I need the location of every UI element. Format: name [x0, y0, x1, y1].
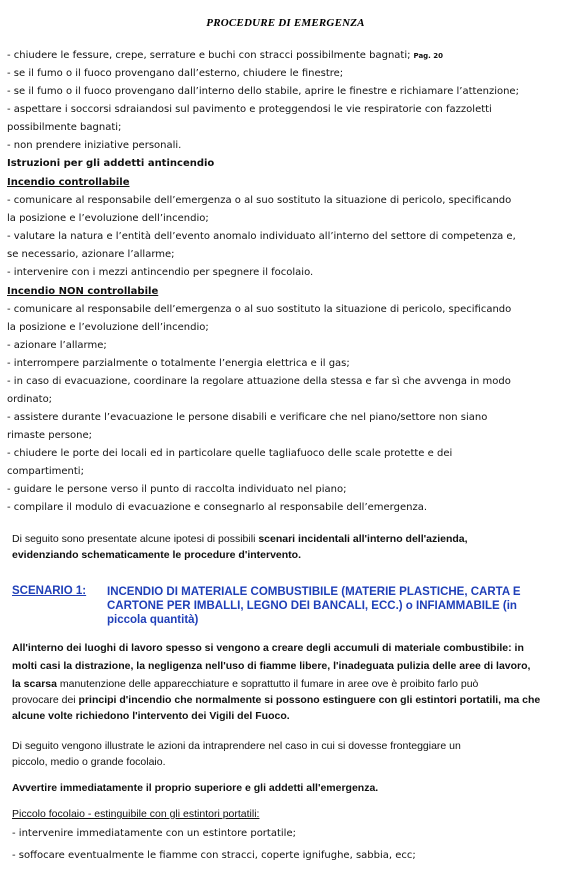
section-heading-istruzioni: Istruzioni per gli addetti antincendio: [7, 158, 215, 169]
list-item: - intervenire immediatamente con un estintore portatile;: [12, 828, 296, 839]
list-item-continuation: la posizione e l’evoluzione dell’incendio;: [7, 322, 209, 333]
page-header-title: PROCEDURE DI EMERGENZA: [206, 17, 365, 29]
paragraph-line: alcune volte richiedono l'intervento dei Vigili del Fuoco.: [12, 710, 290, 722]
paragraph-emphasis: la scarsa: [12, 678, 57, 690]
list-item: - aspettare i soccorsi sdraiandosi sul pavimento e proteggendosi le vie respiratorie con fazzoletti: [7, 104, 492, 115]
intro-line-1: [12, 533, 468, 546]
warning-line: Avvertire immediatamente il proprio superiore e gli addetti all'emergenza.: [12, 782, 379, 794]
list-item: - non prendere iniziative personali.: [7, 140, 182, 151]
paragraph-text: manutenzione delle apparecchiature e soprattutto il fumare in aree ove è proibito farlo può: [56, 678, 479, 690]
intro-line-2: evidenziando schematicamente le procedure d'intervento.: [12, 549, 301, 561]
paragraph-text: provocare dei: [12, 694, 79, 706]
list-item: - in caso di evacuazione, coordinare la regolare attuazione della stessa e far sì che avvenga in modo: [7, 376, 511, 387]
paragraph-line: [12, 694, 540, 707]
list-item: - se il fumo o il fuoco provengano dall’esterno, chiudere le finestre;: [7, 68, 344, 79]
list-item: - se il fumo o il fuoco provengano dall’interno dello stabile, aprire le finestre e richiamare l’attenzione;: [7, 86, 519, 97]
subheading-incendio-controllabile: Incendio controllabile: [7, 177, 130, 188]
page-number: Pag. 20: [413, 52, 444, 60]
list-item: - guidare le persone verso il punto di raccolta individuato nel piano;: [7, 484, 347, 495]
list-item: - comunicare al responsabile dell’emergenza o al suo sostituto la situazione di pericolo, specificando: [7, 304, 512, 315]
intro-emphasis: scenari incidentali all'interno dell'azienda,: [258, 533, 468, 545]
list-item-continuation: la posizione e l’evoluzione dell’incendio;: [7, 213, 209, 224]
scenario-title-line: CARTONE PER IMBALLI, LEGNO DEI BANCALI, ECC.) o INFIAMMABILE (in: [107, 600, 517, 612]
list-item-continuation: se necessario, azionare l’allarme;: [7, 249, 175, 260]
list-item: - assistere durante l’evacuazione le persone disabili e verificare che nel piano/settore non siano: [7, 412, 488, 423]
list-item: - interrompere parzialmente o totalmente l’energia elettrica e il gas;: [7, 358, 350, 369]
scenario-title-line: piccola quantità): [107, 614, 199, 626]
list-item: - soffocare eventualmente le fiamme con stracci, coperte ignifughe, sabbia, ecc;: [12, 850, 416, 861]
list-item-continuation: rimaste persone;: [7, 430, 93, 441]
scenario-label: SCENARIO 1:: [12, 585, 87, 597]
paragraph-line: All'interno dei luoghi di lavoro spesso si vengono a creare degli accumuli di materiale combustibile: in: [12, 642, 524, 654]
paragraph-line: [12, 678, 478, 691]
paragraph-line: Di seguito vengono illustrate le azioni da intraprendere nel caso in cui si dovesse fronteggiare un: [12, 740, 461, 752]
paragraph-line: piccolo, medio o grande focolaio.: [12, 756, 166, 768]
list-item-continuation: compartimenti;: [7, 466, 84, 477]
list-item: - compilare il modulo di evacuazione e consegnarlo al responsabile dell’emergenza.: [7, 502, 428, 513]
paragraph-line: molti casi la distrazione, la negligenza nell'uso di fiamme libere, l'inadeguata pulizia delle aree di lavoro,: [12, 660, 531, 672]
list-item: [7, 50, 443, 62]
list-item: - azionare l’allarme;: [7, 340, 107, 351]
list-item: - valutare la natura e l’entità dell’evento anomalo individuato all’interno del settore di competenza e,: [7, 231, 516, 242]
list-item: - comunicare al responsabile dell’emergenza o al suo sostituto la situazione di pericolo, specificando: [7, 195, 512, 206]
intro-text: Di seguito sono presentate alcune ipotesi di possibili: [12, 533, 259, 545]
subheading-piccolo-focolaio: Piccolo focolaio - estinguibile con gli estintori portatili:: [12, 808, 260, 820]
list-item: - chiudere le porte dei locali ed in particolare quelle tagliafuoco delle scale protette e dei: [7, 448, 453, 459]
list-item-continuation: ordinato;: [7, 394, 53, 405]
scenario-title-line: INCENDIO DI MATERIALE COMBUSTIBILE (MATERIE PLASTICHE, CARTA E: [107, 586, 521, 598]
list-item-text: - chiudere le fessure, crepe, serrature e buchi con stracci possibilmente bagnati;: [7, 50, 411, 61]
list-item: - intervenire con i mezzi antincendio per spegnere il focolaio.: [7, 267, 314, 278]
subheading-incendio-non-controllabile: Incendio NON controllabile: [7, 286, 159, 297]
paragraph-emphasis: principi d'incendio che normalmente si possono estinguere con gli estintori portatili, ma che: [78, 694, 541, 706]
list-item-continuation: possibilmente bagnati;: [7, 122, 122, 133]
